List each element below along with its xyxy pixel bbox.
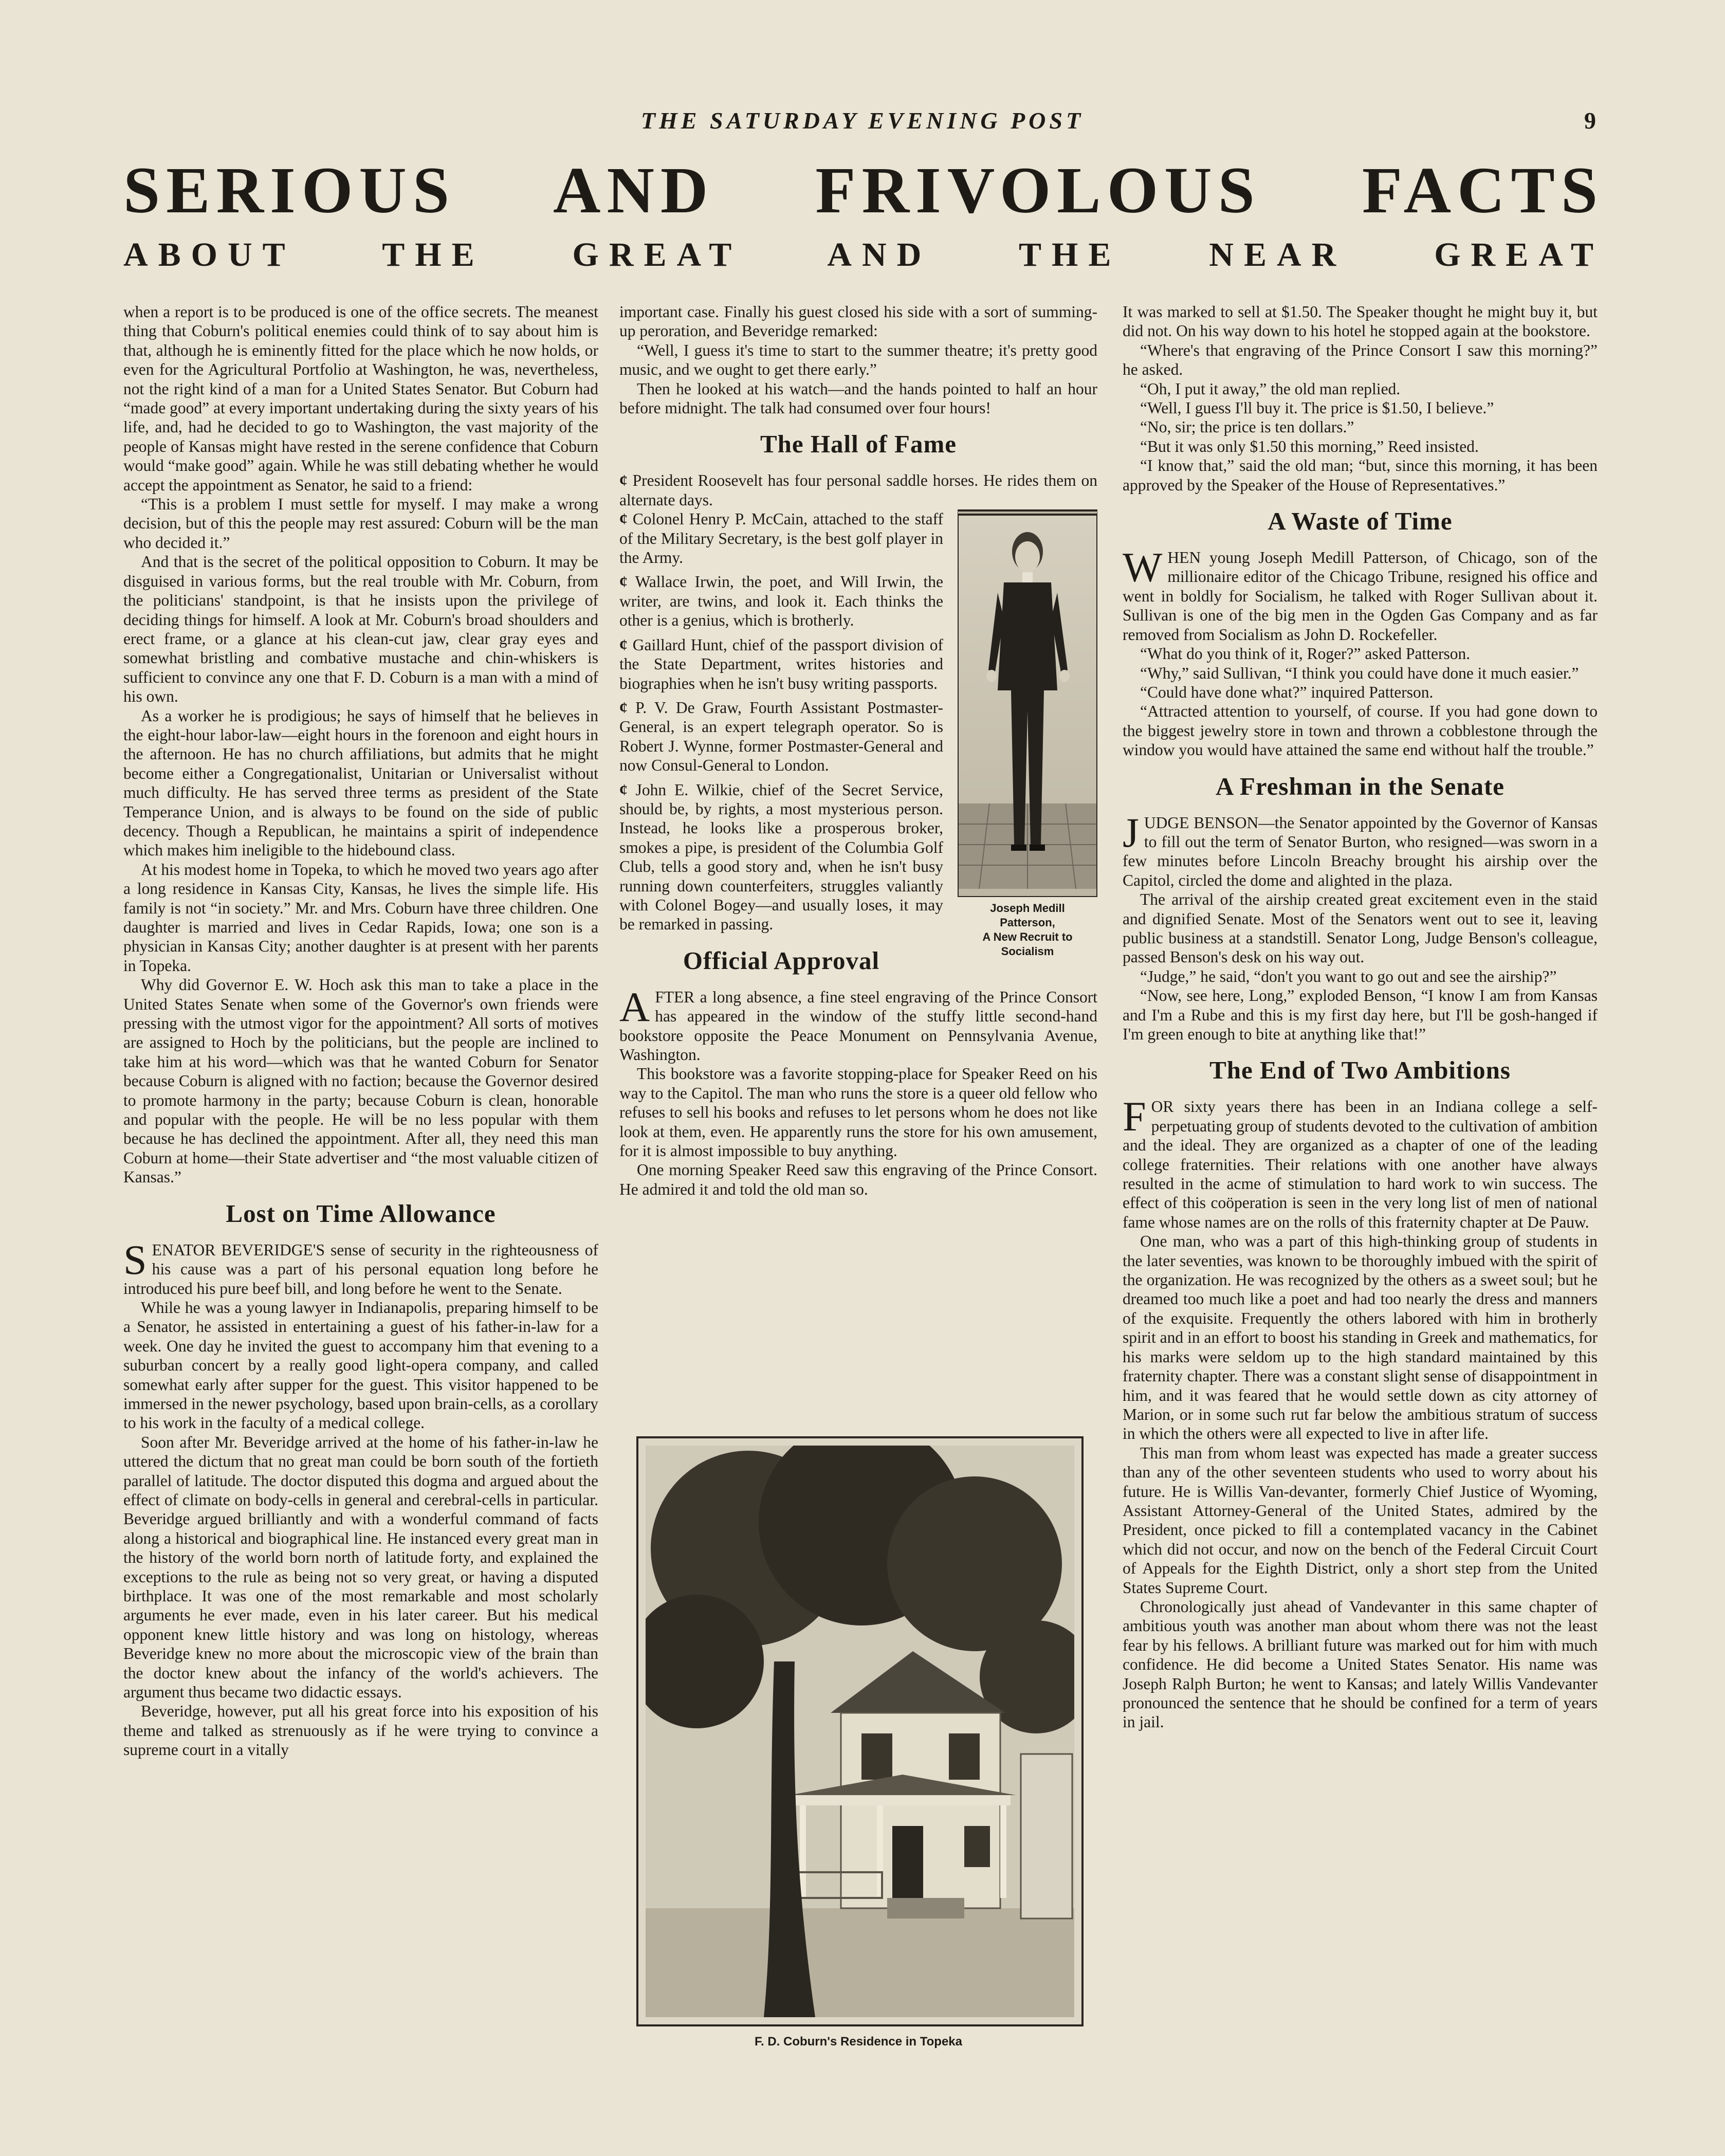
paragraph: “But it was only $1.50 this morning,” Reed insisted.: [1140, 437, 1479, 455]
caption-line: A New Recruit to: [982, 930, 1073, 944]
paragraph-text: OR sixty years there has been in an Indiana college a self-perpetuating group of students devoted to the cultivation of ambition and the ideal. They are organized as a chapter of one of the leading college fraternities. Their relations with one another have always resulted in the acme of stimulation to hard work to win success. The effect of this coöperation is seen in the very long list of men of national fame whose names are on the rolls of this fraternity chapter at De Pauw.: [1123, 1098, 1598, 1231]
paragraph: “Oh, I put it away,” the old man replied.: [1140, 379, 1401, 398]
section-heading: A Waste of Time: [1268, 507, 1453, 536]
paragraph: At his modest home in Topeka, to which he moved two years ago after a long residence in Kansas City, Kansas, he lives the simple life. His family is not “in society.” Mr. and Mrs. Coburn have three children. One daughter is married and lives in Cedar Rapids, Iowa; one son is a physician in Kansas City; another daughter is at present with her parents in Topeka.: [123, 860, 598, 975]
paragraph-marker: ¢: [619, 471, 628, 490]
paragraph-marker: ¢: [619, 510, 628, 528]
paragraph: “Could have done what?” inquired Patterson.: [1140, 683, 1434, 701]
column-3: [1123, 302, 1598, 2066]
caption-line: Joseph Medill: [990, 902, 1065, 915]
paragraph-marker: ¢: [619, 573, 628, 591]
drop-cap: J: [1123, 809, 1139, 856]
paragraph: One morning Speaker Reed saw this engraving of the Prince Consort. He admired it and told the old man so.: [619, 1161, 1097, 1198]
section-heading: A Freshman in the Senate: [1215, 772, 1505, 800]
section-heading: Lost on Time Allowance: [226, 1199, 496, 1228]
section-heading: The Hall of Fame: [760, 430, 957, 459]
list-item-text: Gaillard Hunt, chief of the passport division of the State Department, writes histories and biographies when he isn't busy writing passports.: [619, 635, 943, 692]
column-1: [123, 302, 598, 2066]
paragraph: As a worker he is prodigious; he says of himself that he believes in the eight-hour labor-law—eight hours in the forenoon and eight hours in the afternoon. He has no church affiliations, but admits that he might become either a Congregationalist, Unitarian or Universalist without much difficulty. He has served three terms as president of the State Temperance Union, and is always to be found on the side of public decency. Though a Republican, he maintains a spirit of independence which makes him ineligible to the hidebound class.: [123, 706, 598, 860]
list-item-text: John E. Wilkie, chief of the Secret Service, should be, by rights, a most mysterious person. Instead, he looks like a prosperous broker, smokes a pipe, is president of the Columbia Golf Club, tells a good story and, when he isn't busy running down counterfeiters, struggles valiantly with Colonel Bogey—and usually loses, it may be remarked in passing.: [619, 780, 944, 934]
paragraph: [123, 1236, 598, 1298]
drop-cap: F: [1123, 1093, 1146, 1140]
page-number: 9: [1584, 107, 1596, 134]
section-heading: The End of Two Ambitions: [1209, 1056, 1511, 1085]
list-item: [619, 471, 1097, 509]
paragraph: While he was a young lawyer in Indianapolis, preparing himself to be a Senator, he assisted in entertaining a guest of his father-in-law for a week. One day he invited the guest to accompany him that evening to a suburban concert by a really good light-opera company, and called somewhat early after supper for the guest. This visitor happened to be immersed in the newer psychology, based upon brain-cells, as a corollary to his work in the faculty of a medical college.: [123, 1298, 598, 1432]
paragraph: when a report is to be produced is one of the office secrets. The meanest thing that Coburn's political enemies could think of to say about him is that, although he is eminently fitted for the place which he now holds, or even for the Agricultural Portfolio at Washington, he was, nevertheless, not the right kind of a man for a United States Senator. But Coburn had “made good” at every important undertaking during the sixty years of his life, and, had he decided to go to Washington, the vast majority of the people of Kansas might have rested in the serene confidence that Coburn would “make good” again. While he was still debating whether he would accept the appointment as Senator, he said to a friend:: [123, 303, 598, 494]
paragraph: Chronologically just ahead of Vandevanter in this same chapter of ambitious youth was another man about whom there was not the least fear by his fellows. A brilliant future was marked out for him with much confidence. He did become a United States Senator. His name was Joseph Ralph Burton; he went to Kansas; and lately Willis Vandevanter pronounced the sentence that he should be confined for a term of years in jail.: [1123, 1597, 1598, 1731]
paragraph: “Now, see here, Long,” exploded Benson, “I know I am from Kansas and I'm a Rube and this is my first day here, but I'll be gosh-hanged if I'm green enough to bite at anything like that!”: [1123, 986, 1598, 1043]
drop-cap: W: [1123, 544, 1163, 591]
paragraph: And that is the secret of the political opposition to Coburn. It may be disguised in various forms, but the real trouble with Mr. Coburn, from the politicians' standpoint, is that he insists upon the privilege of deciding things for himself. A look at Mr. Coburn's broad shoulders and erect frame, or a glance at his clean-cut jaw, clear gray eyes and somewhat bristling and combative mustache and chin-whiskers is sufficient to convince any one that F. D. Coburn is a man with a mind of his own.: [123, 553, 598, 706]
paragraph: “Well, I guess I'll buy it. The price is $1.50, I believe.”: [1140, 399, 1494, 417]
running-title: THE SATURDAY EVENING POST: [640, 107, 1085, 134]
caption-line: Socialism: [1001, 945, 1054, 958]
house-icon: [646, 1446, 1074, 2017]
paragraph: “Well, I guess it's time to start to the summer theatre; it's pretty good music, and we ought to get there early.”: [619, 341, 1097, 379]
paragraph: The arrival of the airship created great excitement even in the staid and dignified Senate. Most of the Senators went out to see it, leaving public business at a standstill. Senator Long, Judge Benson's colleague, passed Benson's desk on his way out.: [1123, 890, 1598, 966]
paragraph: “Where's that engraving of the Prince Consort I saw this morning?” he asked.: [1123, 341, 1598, 379]
paragraph-text: ENATOR BEVERIDGE'S sense of security in the righteousness of his cause was a part of his personal equation long before he introduced his pure beef bill, and long before he went to the Senate.: [123, 1240, 598, 1298]
paragraph: This man from whom least was expected has made a greater success than any of the other seventeen students who used to worry about his future. He is Willis Van-devanter, formerly Chief Justice of Wyoming, Assistant Attorney-General of the United States, admired by the President, once picked to fill a contemplated vacancy in the Cabinet which did not occur, and now on the bench of the Federal Circuit Court of Appeals for the Eighth District, only a short step from the United States Supreme Court.: [1123, 1444, 1598, 1597]
paragraph: “Attracted attention to yourself, of course. If you had gone down to the biggest jewelry store in town and thrown a cobblestone through the window you would have attained the same end without half the trouble.”: [1123, 702, 1598, 759]
page-subtitle: ABOUT THE GREAT AND THE NEAR GREAT: [123, 236, 1604, 273]
paragraph: “What do you think of it, Roger?” asked Patterson.: [1140, 645, 1471, 663]
paragraph: Then he looked at his watch—and the hands pointed to half an hour before midnight. The talk had consumed over four hours!: [619, 379, 1097, 417]
drop-cap: S: [123, 1236, 147, 1283]
list-item-text: Wallace Irwin, the poet, and Will Irwin, the writer, are twins, and look it. Each thinks the other is a genius, which is brotherly.: [619, 573, 943, 630]
list-item-text: P. V. De Graw, Fourth Assistant Postmaster-General, is an expert telegraph operator. So is Robert J. Wynne, former Postmaster-General and now Consul-General to London.: [619, 698, 943, 775]
paragraph: “Judge,” he said, “don't you want to go out and see the airship?”: [1140, 967, 1557, 985]
paragraph: [1123, 1093, 1598, 1232]
paragraph-marker: ¢: [619, 698, 628, 717]
paragraph-text: HEN young Joseph Medill Patterson, of Chicago, son of the millionaire editor of the Chicago Tribune, resigned his office and went in boldly for Socialism, he talked with Roger Sullivan about it. Sullivan is one of the big men in the Ogden Gas Company and as far removed from Socialism as John D. Rockefeller.: [1123, 549, 1598, 644]
portrait-photo: [958, 509, 1097, 897]
page-title: SERIOUS AND FRIVOLOUS FACTS: [123, 154, 1604, 227]
paragraph-marker: ¢: [619, 635, 628, 654]
section-heading: Official Approval: [683, 946, 880, 975]
paragraph-marker: ¢: [619, 780, 628, 799]
paragraph-text: FTER a long absence, a fine steel engraving of the Prince Consort has appeared in the window of the stuffy little second-hand bookstore opposite the Peace Monument on Pennsylvania Avenue, Washington.: [619, 988, 1097, 1064]
paragraph: [1123, 544, 1598, 644]
caption-line: Patterson,: [1000, 916, 1055, 929]
house-photo: [636, 1436, 1084, 2026]
drop-cap: A: [619, 983, 650, 1030]
paragraph: Beveridge, however, put all his great force into his exposition of his theme and talked as strenuously as if he were trying to convince a supreme court in a vitally: [123, 1702, 598, 1759]
paragraph: important case. Finally his guest closed his side with a sort of summing-up peroration, and Beveridge remarked:: [619, 303, 1097, 340]
paragraph: It was marked to sell at $1.50. The Speaker thought he might buy it, but did not. On his way down to his hotel he stopped again at the bookstore.: [1123, 303, 1598, 340]
portrait-caption: [958, 901, 1097, 959]
man-standing-icon: [959, 516, 1096, 889]
paragraph-text: UDGE BENSON—the Senator appointed by the Governor of Kansas to fill out the term of Senator Burton, who resigned—was sworn in a few minutes before Lincoln Breachy brought his airship over the Capitol, circled the dome and alighted in the plaza.: [1123, 813, 1598, 889]
list-item-text: Colonel Henry P. McCain, attached to the staff of the Military Secretary, is the best golf player in the Army.: [619, 510, 943, 567]
house-caption: F. D. Coburn's Residence in Topeka: [754, 2035, 962, 2049]
paragraph: This bookstore was a favorite stopping-place for Speaker Reed on his way to the Capitol. The man who runs the store is a queer old fellow who refuses to sell his books and refuses to let persons whom he does not like look at them, even. He apparently runs the store for his own amusement, for it is almost impossible to buy anything.: [619, 1065, 1097, 1160]
paragraph: Why did Governor E. W. Hoch ask this man to take a place in the United States Senate when some of the Governor's own friends were pressing with the utmost vigor for the appointment? All sorts of motives are assigned to Hoch by the politicians, but the people are inclined to take him at his word—which was that he wanted Coburn for Senator because Coburn is aligned with no faction; because the Governor desired to promote harmony in the party; because Coburn is clean, honorable and popular with the people. He will be no less popular with them because he has declined the appointment. After all, they need this man Coburn at home—their State advertiser and “the most valuable citizen of Kansas.”: [123, 976, 598, 1186]
paragraph: [619, 983, 1097, 1065]
paragraph: “I know that,” said the old man; “but, since this morning, it has been approved by the Speaker of the House of Representatives.”: [1123, 456, 1598, 494]
paragraph: “No, sir; the price is ten dollars.”: [1140, 418, 1354, 436]
portrait-figure: [958, 509, 1097, 959]
paragraph: “Why,” said Sullivan, “I think you could have done it much easier.”: [1140, 664, 1579, 682]
list-item-text: President Roosevelt has four personal saddle horses. He rides them on alternate days.: [619, 471, 1097, 509]
paragraph: One man, who was a part of this high-thinking group of students in the later seventies, was known to be thoroughly imbued with the spirit of the organization. He was recognized by the others as a sweet soul; but he dreamed too much like a poet and had too nearly the dress and manners of the exquisite. Frequently the others labored with him in brotherly spirit and in an effort to boost his standing in Greek and mathematics, for his marks were seldom up to the high standard maintained by this fraternity chapter. There was a constant slight sense of disappointment in him, and it was feared that he would settle down as city attorney of Marion, or in some such rut far below the ambitious stratum of success in which the others were all expected to live in after life.: [1123, 1232, 1598, 1443]
paragraph: [1123, 809, 1598, 890]
paragraph: “This is a problem I must settle for myself. I may make a wrong decision, but of this the people may rest assured: Coburn will be the man who decided it.”: [123, 495, 598, 552]
paragraph: Soon after Mr. Beveridge arrived at the home of his father-in-law he uttered the dictum that no great man could be born south of the fortieth parallel of latitude. The doctor disputed this dogma and argued about the effect of climate on body-cells in general and cerebral-cells in particular. Beveridge argued brilliantly and with a wonderful command of facts along a historical and biographical line. He instanced every great man in the history of the world born north of latitude forty, and explained the exceptions to the rule as being not so very great, or having a disputed birthplace. It was one of the most remarkable and most scholarly arguments he ever made, even in his later career. But his medical opponent knew little history and was long on histology, whereas Beveridge knew no more about the microscopic view of the brain than the doctor knew about the infancy of the world's achievers. The argument thus became two didactic essays.: [123, 1433, 598, 1702]
